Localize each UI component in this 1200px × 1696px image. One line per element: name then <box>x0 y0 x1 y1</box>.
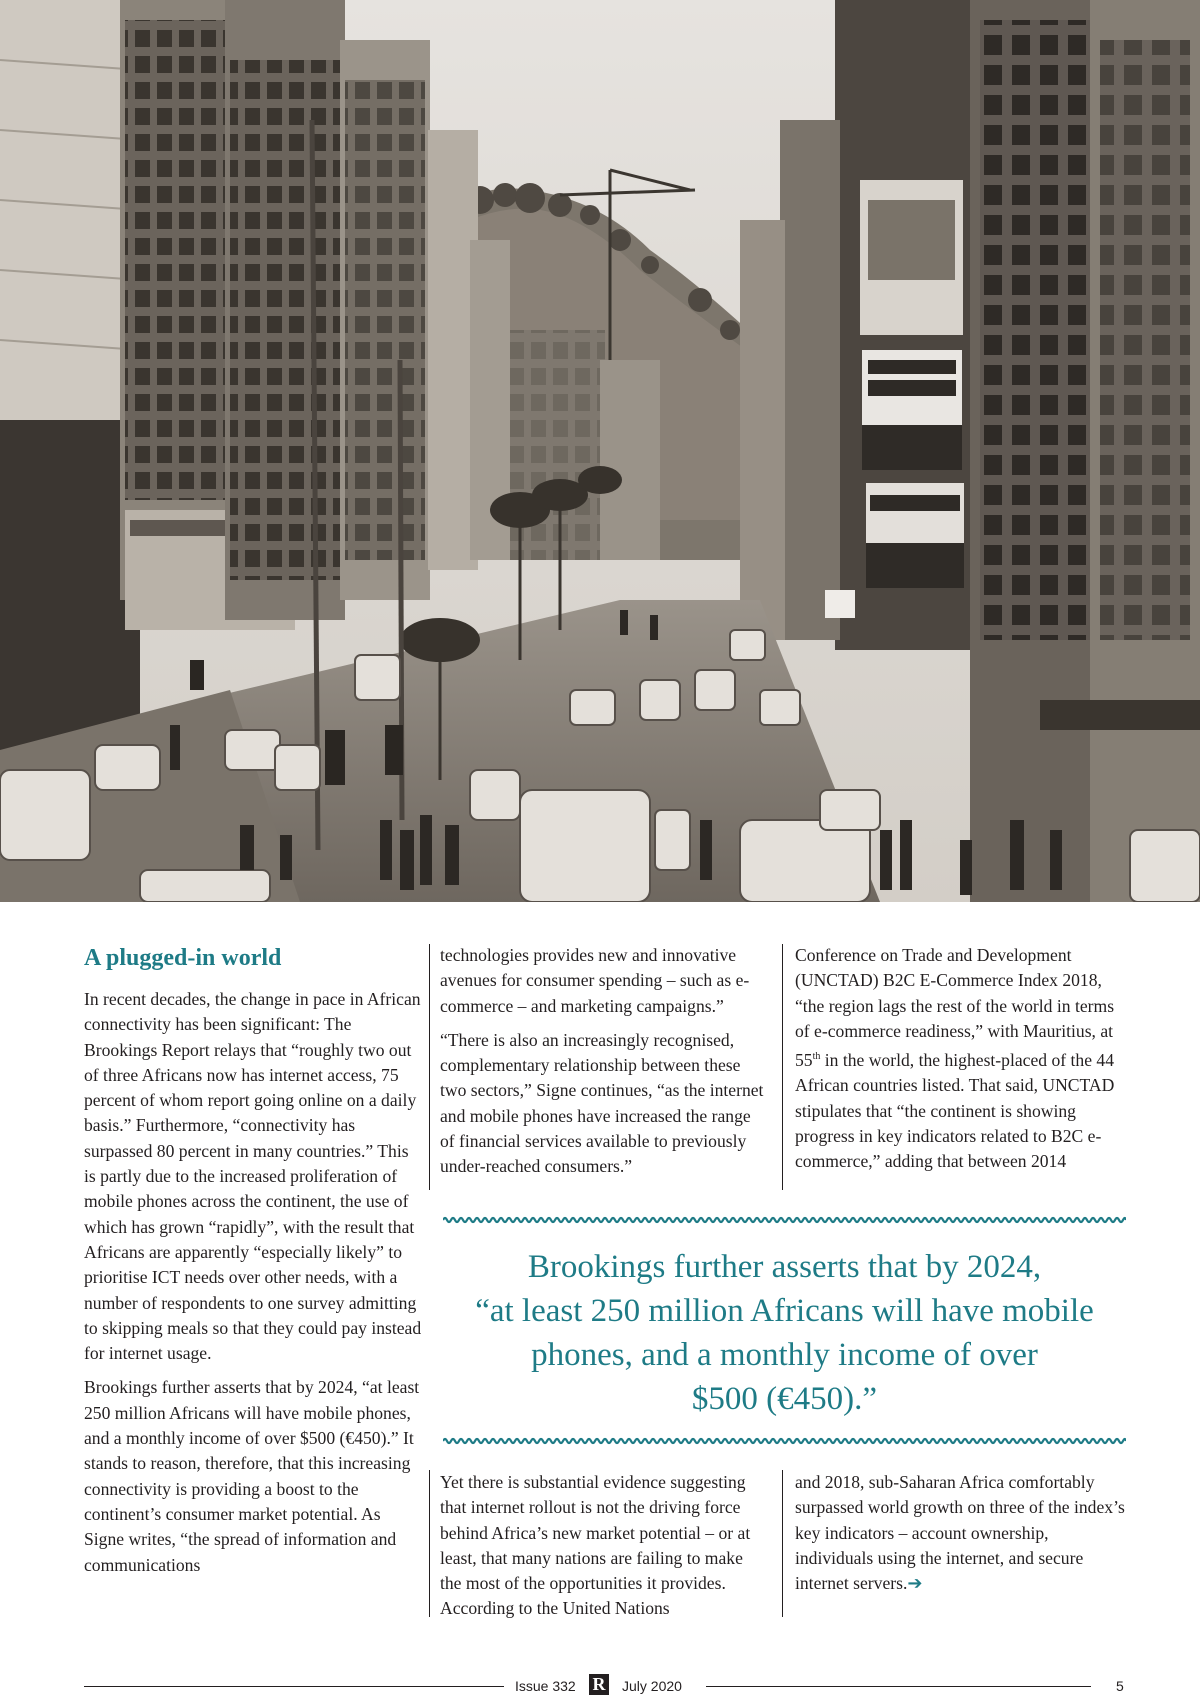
pull-quote-line: Brookings further asserts that by 2024, <box>527 1249 1042 1285</box>
article-column-2 <box>440 943 766 1189</box>
paragraph: Brookings further asserts that by 2024, “at least 250 million Africans will have mobile phones, and a monthly income of over $500 (€450).” It stands to reason, therefore, that this increasing connectivity is providing a boost to the continent’s consumer market potential. As Signe writes, “the spread of information and communications <box>84 1377 420 1575</box>
pullquote-divider-bottom <box>443 1437 1126 1445</box>
page-number: 5 <box>1116 1678 1124 1694</box>
text-run: in the world, the highest-placed of the 44 African countries listed. That said, UNCTAD stipulates that “the continent is showing progress in key indicators related to B2C e-commerce,” adding that between 2014 <box>795 1050 1115 1172</box>
footer-issue: Issue 332 <box>515 1678 576 1694</box>
section-heading: A plugged-in world <box>84 945 282 971</box>
column-divider <box>782 1470 783 1617</box>
column-divider <box>429 1470 430 1617</box>
footer-rule-left <box>84 1686 504 1687</box>
pull-quote-line: “at least 250 million Africans will have mobile <box>475 1293 1094 1329</box>
paragraph <box>795 943 1125 1175</box>
footer-date: July 2020 <box>622 1678 682 1694</box>
paragraph: “There is also an increasingly recognised, complementary relationship between these two sectors,” Signe continues, “as the internet and mobile phones have increased the range of financial services available to previously under-reached consumers.” <box>440 1029 764 1177</box>
article-column-1 <box>84 987 422 1587</box>
text-run: Conference on Trade and Development (UNCTAD) B2C E-Commerce Index 2018, “the region lags the rest of the world in terms of e-commerce readiness,” with Mauritius, at 55 <box>795 945 1115 1071</box>
paragraph <box>795 1470 1125 1596</box>
magazine-logo: R <box>589 1674 609 1695</box>
pull-quote-line: $500 (€450).” <box>691 1381 878 1417</box>
pullquote-divider-top <box>443 1216 1126 1224</box>
paragraph: Yet there is substantial evidence suggesting that internet rollout is not the driving force behind Africa’s new market potential – or at least, that many nations are failing to make the most of the opportunities it provides. According to the United Nations <box>440 1472 751 1619</box>
article-column-3-continued <box>795 1470 1125 1605</box>
pull-quote-line: phones, and a monthly income of over <box>531 1337 1038 1373</box>
paragraph: In recent decades, the change in pace in African connectivity has been significant: The Brookings Report relays that “roughly two out of three Africans now has internet access, 75 percent of whom report going online on a daily basis.” Furthermore, “connectivity has surpassed 80 percent in many countries.” This is partly due to the increased proliferation of mobile phones across the continent, the use of which has grown “rapidly”, with the result that Africans are apparently “especially likely” to prioritise ICT needs over other needs, with a number of respondents to one survey admitting to skipping meals so that they could pay instead for internet usage. <box>84 989 422 1364</box>
text-run: and 2018, sub-Saharan Africa comfortably surpassed world growth on three of the index’s key indicators – account ownership, individuals using the internet, and secure internet servers. <box>795 1472 1125 1594</box>
superscript: th <box>812 1051 821 1063</box>
column-divider <box>782 944 783 1190</box>
pull-quote <box>443 1245 1126 1421</box>
paragraph: technologies provides new and innovative avenues for consumer spending – such as e-commerce – and marketing campaigns.” <box>440 945 750 1016</box>
arrow-right-icon: ➔ <box>907 1573 923 1595</box>
article-column-3 <box>795 943 1125 1184</box>
column-divider <box>429 944 430 1190</box>
footer-rule-right <box>706 1686 1091 1687</box>
article-column-2-continued <box>440 1470 766 1631</box>
